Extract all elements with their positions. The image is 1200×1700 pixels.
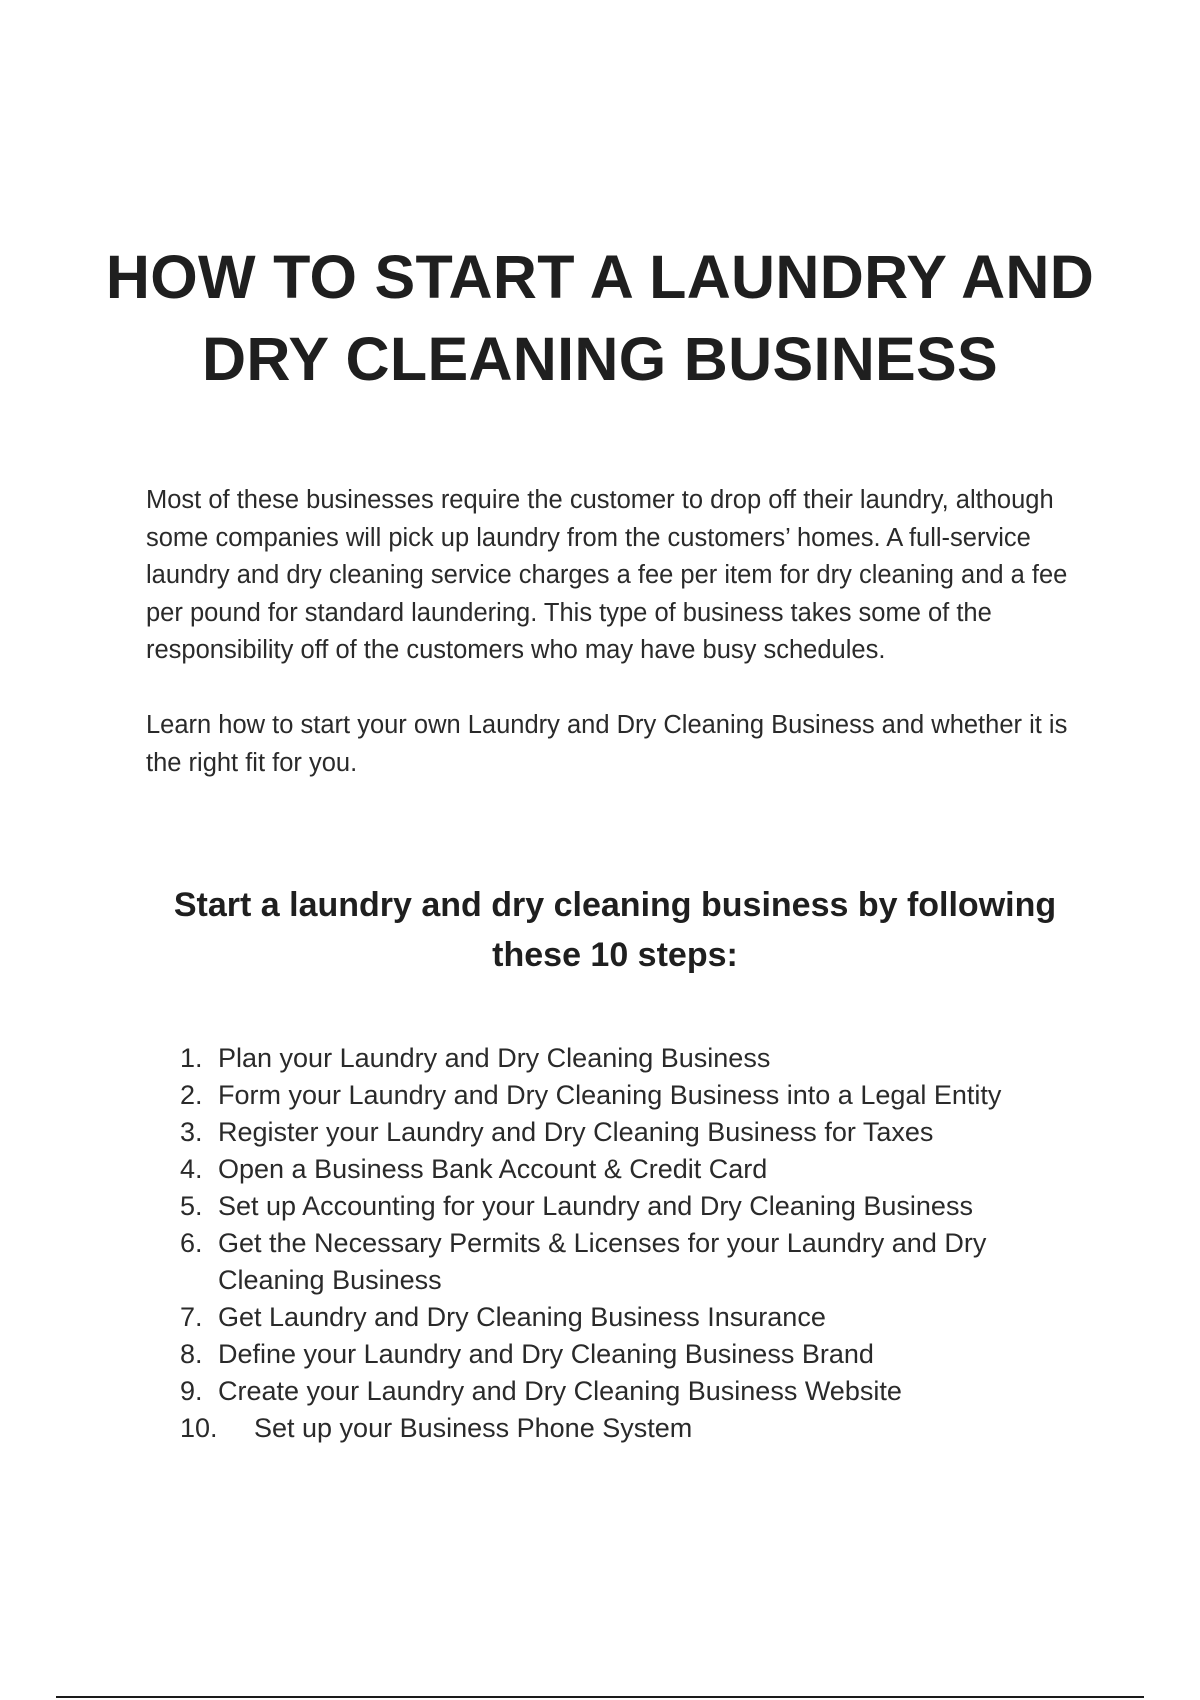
step-number: 10.: [180, 1413, 218, 1443]
step-number: 5.: [180, 1191, 203, 1221]
step-text: Get the Necessary Permits & Licenses for your Laundry and Dry Cleaning Business: [218, 1228, 987, 1295]
intro-paragraph: Most of these businesses require the customer to drop off their laundry, although some companies will pick up laundry from the customers’ homes. A full-service laundry and dry cleaning service charges a fee per item for dry cleaning and a fee per pound for standard laundering. This type of business takes some of the responsibility off of the customers who may have busy schedules.: [146, 486, 1068, 664]
intro-paragraph: Learn how to start your own Laundry and Dry Cleaning Business and whether it is the right fit for you.: [146, 711, 1068, 777]
intro-section: [146, 482, 1106, 820]
step-text: Register your Laundry and Dry Cleaning Business for Taxes: [218, 1117, 934, 1147]
footer-divider: [56, 1696, 1144, 1698]
list-item: [180, 1410, 1080, 1447]
step-number: 2.: [180, 1080, 203, 1110]
step-text: Open a Business Bank Account & Credit Card: [218, 1154, 768, 1184]
list-item: [180, 1040, 1080, 1077]
list-item: [180, 1114, 1080, 1151]
step-text: Define your Laundry and Dry Cleaning Business Brand: [218, 1339, 874, 1369]
step-text: Form your Laundry and Dry Cleaning Business into a Legal Entity: [218, 1080, 1002, 1110]
step-text: Create your Laundry and Dry Cleaning Business Website: [218, 1376, 902, 1406]
step-text: Set up your Business Phone System: [254, 1413, 693, 1443]
page-title: HOW TO START A LAUNDRY AND DRY CLEANING BUSINESS: [105, 243, 1095, 393]
list-item: [180, 1336, 1080, 1373]
list-item: [180, 1151, 1080, 1188]
list-item: [180, 1077, 1080, 1114]
step-number: 6.: [180, 1228, 203, 1258]
steps-list: [180, 1040, 1080, 1447]
step-number: 3.: [180, 1117, 203, 1147]
steps-heading: Start a laundry and dry cleaning business by following these 10 steps:: [173, 886, 1057, 974]
step-text: Get Laundry and Dry Cleaning Business Insurance: [218, 1302, 826, 1332]
list-item: [180, 1373, 1080, 1410]
step-number: 4.: [180, 1154, 203, 1184]
list-item: [180, 1188, 1080, 1225]
step-number: 7.: [180, 1302, 203, 1332]
step-text: Plan your Laundry and Dry Cleaning Business: [218, 1043, 771, 1073]
list-item: [180, 1299, 1080, 1336]
step-number: 8.: [180, 1339, 203, 1369]
step-number: 9.: [180, 1376, 203, 1406]
list-item: [180, 1225, 1080, 1299]
step-text: Set up Accounting for your Laundry and Dry Cleaning Business: [218, 1191, 973, 1221]
step-number: 1.: [180, 1043, 203, 1073]
